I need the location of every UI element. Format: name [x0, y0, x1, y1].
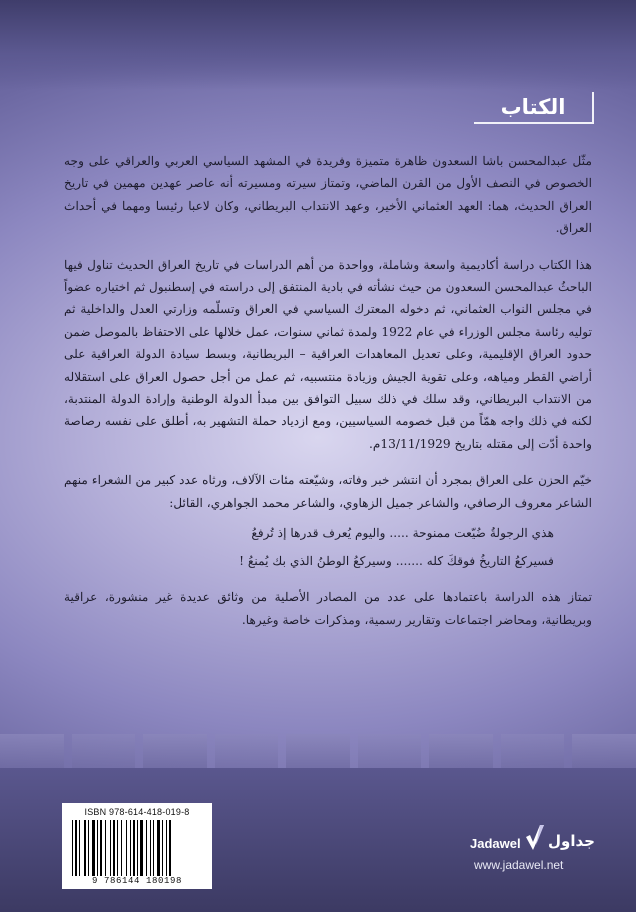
barcode-bar: [84, 820, 86, 876]
isbn-digits: 9 786144 180198: [91, 876, 182, 886]
decorative-squares-strip: [0, 734, 636, 768]
section-title: الكتاب: [474, 92, 594, 124]
decorative-square: [501, 734, 565, 768]
barcode-bar: [110, 820, 111, 876]
barcode-bar: [140, 820, 143, 876]
decorative-square: [572, 734, 636, 768]
barcode-bar: [126, 820, 127, 876]
barcode-bar: [169, 820, 171, 876]
decorative-square: [286, 734, 350, 768]
barcode-bar: [100, 820, 102, 876]
decorative-square: [215, 734, 279, 768]
publisher-name-english: Jadawel: [470, 836, 521, 851]
publisher-logo[interactable]: [470, 820, 595, 882]
decorative-square: [72, 734, 136, 768]
barcode-bar: [75, 820, 77, 876]
barcode-bar: [153, 820, 154, 876]
barcode-bar: [113, 820, 115, 876]
paragraph-sources: تمتاز هذه الدراسة باعتمادها على عدد من المصادر الأصلية من وثائق عديدة غير منشورة، عراقية وبريطانية، ومحاضر اجتماعات وتقارير رسمية، ومذكرات خاصة وغيرها.: [64, 590, 592, 627]
barcode-bar: [146, 820, 147, 876]
decorative-square: [143, 734, 207, 768]
publisher-name-arabic: جداول: [548, 832, 595, 850]
barcode-bar: [166, 820, 167, 876]
poem-verse-2: فسيركعُ التاريخُ فوقكَ كله ....... وسيركعُ الوطنُ الذي بك يُمنعُ !: [239, 554, 554, 569]
barcode-bar: [130, 820, 131, 876]
decorative-square: [429, 734, 493, 768]
top-dark-band: [0, 0, 636, 90]
barcode-bar: [162, 820, 163, 876]
barcode-bar: [121, 820, 122, 876]
barcode-bar: [72, 820, 73, 876]
barcode-bar: [137, 820, 138, 876]
barcode-bar: [79, 820, 80, 876]
barcode-bar: [88, 820, 89, 876]
paragraph-study: هذا الكتاب دراسة أكاديمية واسعة وشاملة، وواحدة من أهم الدراسات في تاريخ العراق الحديث تناول فيها الباحثُ عبدالمحسن السعدون من حيث نشأته في بادية المنتفق إلى دراسته في إسطنبول ثم اختياره عضواً في مجلس النواب العثماني، ثم دخوله المعترك السياسي في العراق وتسلّمه وزارتي العدل والداخلية ثم توليه رئاسة مجلس الوزراء في عام 1922 ولمدة ثماني سنوات، عمل خلالها على الاحتفاظ بالموصل ضمن حدود العراق الإقليمية، وعلى تعديل المعاهدات العراقية – البريطانية، وبسط سيادة الدولة العراقية على أراضي القطر ومياهه، وعلى تقوية الجيش وزيادة منتسبيه، ثم عمل من أجل حصول العراق على استقلاله من الانتداب البريطاني، وقد سلك في ذلك سبيل التوافق بين مبدأ الدولة الوطنية وإرادة الدولة المنتدبة، لكنه في ذلك واجه همّاً من قبل خصومه السياسيين، ومع ازدياد حملة التشهير به، أطلق على نفسه رصاصة واحدة أدّت إلى مقتله بتاريخ 13/11/1929م.: [64, 257, 592, 451]
barcode-bar: [117, 820, 118, 876]
decorative-square: [358, 734, 422, 768]
barcode-bar: [150, 820, 151, 876]
barcode-bar: [105, 820, 106, 876]
paragraph-intro: مثّل عبدالمحسن باشا السعدون ظاهرة متميزة وفريدة في المشهد السياسي العربي والعراقي على وجه الخصوص في النصف الأول من القرن الماضي، وتمتاز سيرته ومسيرته أنه عاصر عهدين مهمين في تاريخ العراق الحديث، هما: العهد العثماني الأخير، وعهد الانتداب البريطاني، وكان لاعبا رئيسا ومهما في أحداث العراق.: [64, 154, 592, 236]
barcode-bar: [92, 820, 95, 876]
paragraph-mourning: خيّم الحزن على العراق بمجرد أن انتشر خبر وفاته، وشيّعته مئات الآلاف، ورثاه عدد كبير من الشعراء منهم الشاعر معروف الرصافي، والشاعر جميل الزهاوي، والشاعر محمد الجواهري، القائل:: [64, 473, 592, 510]
barcode-bar: [97, 820, 98, 876]
isbn-label: ISBN 978-614-418-019-8: [84, 807, 190, 817]
book-description: [64, 150, 592, 645]
barcode-bars: [72, 820, 202, 876]
publisher-url[interactable]: www.jadawel.net: [474, 858, 564, 872]
barcode-bar: [133, 820, 135, 876]
check-mark-logo-icon: [524, 823, 546, 853]
decorative-square: [0, 734, 64, 768]
isbn-barcode: [62, 803, 212, 889]
poem-verse-1: هذي الرجولةُ ضُيّعت ممنوحة ..... واليوم يُعرف قدرها إذ تُرفعُ: [251, 526, 554, 541]
barcode-bar: [157, 820, 160, 876]
